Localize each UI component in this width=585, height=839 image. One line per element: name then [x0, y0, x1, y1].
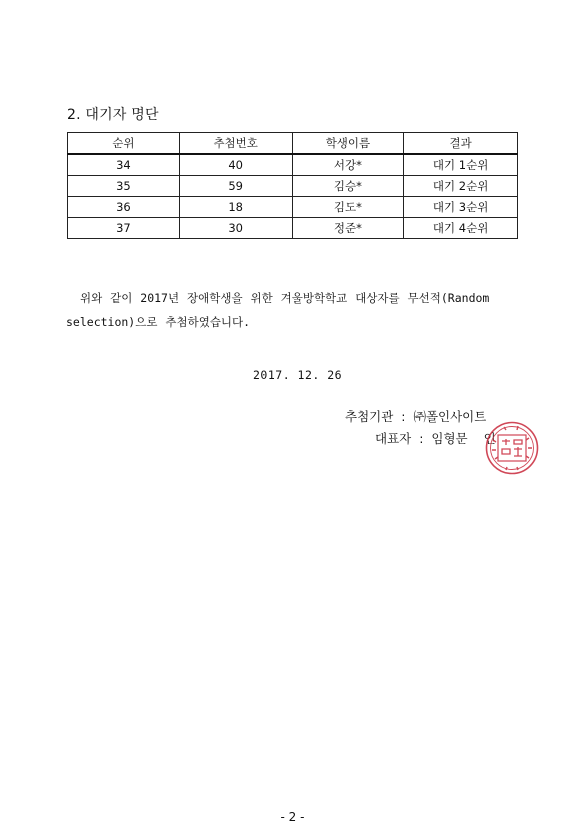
student-name-cell: 김도*: [292, 197, 404, 218]
waitlist-table: [67, 132, 518, 239]
student-name-cell: 서강*: [292, 154, 404, 176]
separator-colon: :: [397, 409, 410, 424]
table-row: [68, 197, 518, 218]
student-name-cell: 김승*: [292, 176, 404, 197]
column-header-result: 결과: [404, 133, 518, 155]
table-row: [68, 176, 518, 197]
representative-line: [375, 429, 496, 447]
representative-name: 임형문: [431, 431, 468, 446]
result-cell: 대기 2순위: [404, 176, 518, 197]
organization-name: ㈜폴인사이트: [413, 409, 487, 424]
table-row: [68, 154, 518, 176]
draw-number-cell: 40: [179, 154, 292, 176]
representative-label: 대표자: [375, 431, 412, 446]
rank-cell: 34: [68, 154, 180, 176]
document-date: 2017. 12. 26: [253, 368, 343, 382]
organization-label: 추첨기관: [345, 409, 394, 424]
column-header-draw-number: 추첨번호: [179, 133, 292, 155]
result-cell: 대기 1순위: [404, 154, 518, 176]
table-header-row: [68, 133, 518, 155]
seal-mark-char: 인: [483, 431, 496, 446]
company-seal-stamp: [484, 420, 540, 476]
rank-cell: 36: [68, 197, 180, 218]
column-header-rank: 순위: [68, 133, 180, 155]
draw-number-cell: 18: [179, 197, 292, 218]
organization-line: [345, 407, 486, 425]
result-cell: 대기 4순위: [404, 218, 518, 239]
table-row: [68, 218, 518, 239]
section-title: 2. 대기자 명단: [67, 107, 159, 123]
page-number: - 2 -: [280, 810, 305, 824]
statement-line-1: 위와 같이 2017년 장애학생을 위한 겨울방학학교 대상자를 무선적(Random: [80, 291, 490, 305]
result-cell: 대기 3순위: [404, 197, 518, 218]
draw-number-cell: 30: [179, 218, 292, 239]
student-name-cell: 정준*: [292, 218, 404, 239]
rank-cell: 37: [68, 218, 180, 239]
column-header-student-name: 학생이름: [292, 133, 404, 155]
statement-line-2: selection)으로 추첨하였습니다.: [66, 315, 251, 329]
separator-colon: :: [415, 431, 428, 446]
statement-paragraph: [66, 286, 526, 334]
draw-number-cell: 59: [179, 176, 292, 197]
rank-cell: 35: [68, 176, 180, 197]
